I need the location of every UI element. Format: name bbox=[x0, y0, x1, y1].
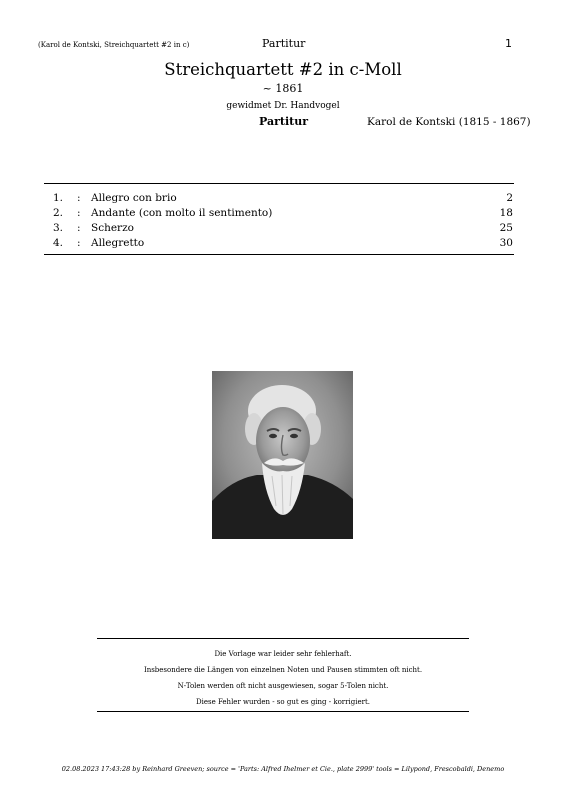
edition-label: Partitur bbox=[259, 115, 309, 128]
table-of-contents bbox=[53, 191, 513, 251]
editorial-notes bbox=[97, 646, 469, 710]
toc-row bbox=[53, 206, 513, 221]
toc-movement-title: Allegretto bbox=[91, 237, 145, 249]
toc-movement-title: Andante (con molto il sentimento) bbox=[91, 207, 273, 219]
composer: Karol de Kontski (1815 - 1867) bbox=[367, 116, 531, 128]
toc-row bbox=[53, 191, 513, 206]
toc-separator: : bbox=[77, 192, 81, 204]
note-line: N-Tolen werden oft nicht ausgewiesen, sogar 5-Tolen nicht. bbox=[177, 682, 389, 690]
toc-movement-title: Allegro con brio bbox=[91, 192, 177, 204]
toc-bottom-rule bbox=[44, 254, 514, 255]
colophon-footer: 02.08.2023 17:43:28 by Reinhard Greeven; source = 'Parts: Alfred Ihelmer et Cie., plate 2999' tools = Lilypond, Frescobaldi, Denemo bbox=[61, 765, 505, 773]
dedication: gewidmet Dr. Handvogel bbox=[226, 101, 340, 111]
running-header-left: (Karol de Kontski, Streichquartett #2 in c) bbox=[38, 41, 190, 49]
composition-year: ~ 1861 bbox=[262, 82, 304, 95]
notes-top-rule bbox=[97, 638, 469, 639]
toc-page-number: 2 bbox=[506, 192, 513, 204]
toc-number: 2. bbox=[53, 207, 64, 219]
toc-separator: : bbox=[77, 237, 81, 249]
running-header-center: Partitur bbox=[262, 37, 306, 50]
toc-separator: : bbox=[77, 207, 81, 219]
composer-portrait bbox=[212, 371, 353, 539]
toc-row bbox=[53, 221, 513, 236]
toc-separator: : bbox=[77, 222, 81, 234]
toc-number: 3. bbox=[53, 222, 64, 234]
toc-page-number: 30 bbox=[499, 237, 513, 249]
toc-movement-title: Scherzo bbox=[91, 222, 134, 234]
work-title: Streichquartett #2 in c-Moll bbox=[164, 60, 402, 79]
toc-page-number: 25 bbox=[499, 222, 513, 234]
toc-top-rule bbox=[44, 183, 514, 184]
toc-number: 1. bbox=[53, 192, 64, 204]
note-line: Diese Fehler wurden - so gut es ging - korrigiert. bbox=[195, 698, 370, 706]
toc-row bbox=[53, 236, 513, 251]
toc-number: 4. bbox=[53, 237, 64, 249]
notes-bottom-rule bbox=[97, 711, 469, 712]
note-line: Die Vorlage war leider sehr fehlerhaft. bbox=[214, 650, 352, 658]
page-number: 1 bbox=[505, 37, 512, 50]
note-line: Insbesondere die Längen von einzelnen Noten und Pausen stimmten oft nicht. bbox=[143, 666, 423, 674]
toc-page-number: 18 bbox=[499, 207, 513, 219]
